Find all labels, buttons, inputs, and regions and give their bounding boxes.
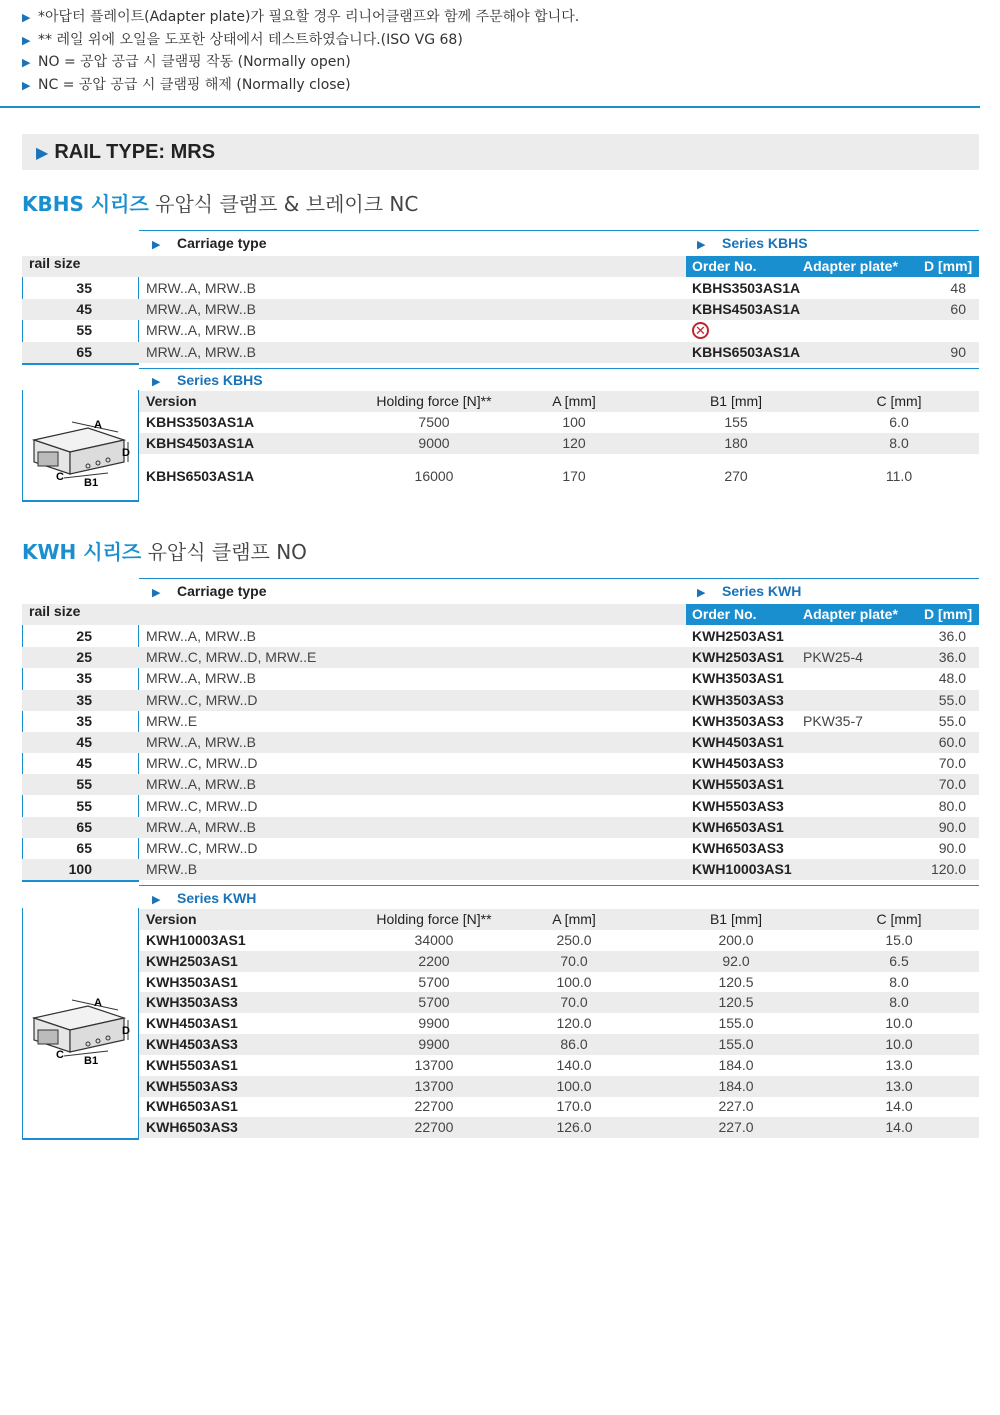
c-mm-cell: 14.0	[885, 1098, 913, 1115]
d-mm-cell: 36.0	[938, 628, 966, 644]
version-cell: KWH4503AS1	[146, 1015, 238, 1032]
rail-size-cell: 55	[76, 776, 92, 793]
table-row	[22, 690, 979, 711]
b1-mm-cell: 120.5	[718, 994, 754, 1011]
order-number-cell: KBHS4503AS1A	[692, 301, 801, 318]
spec-row	[139, 1076, 979, 1097]
table-row	[22, 668, 979, 689]
d-mm-cell: 36.0	[938, 649, 966, 666]
order-number-cell: KWH6503AS1	[692, 818, 784, 835]
rail-size-cell: 35	[76, 280, 92, 296]
version-cell: KWH6503AS3	[146, 1119, 238, 1136]
order-number-cell: KWH10003AS1	[692, 861, 792, 878]
rail-size-cell: 45	[76, 734, 92, 750]
dimension-a-label: A	[94, 419, 102, 431]
dimension-d-label: D	[122, 1025, 130, 1037]
rail-size-cell: 35	[76, 691, 92, 708]
holding-force-cell: 16000	[414, 468, 454, 484]
order-number-cell: KWH3503AS3	[692, 712, 784, 729]
order-number-cell: KWH2503AS1	[692, 649, 784, 666]
carriage-type-cell: MRW..A, MRW..B	[146, 343, 256, 360]
divider	[22, 500, 139, 502]
rail-size-cell: 35	[76, 712, 92, 729]
spec-row	[139, 1055, 979, 1076]
holding-force-cell: 5700	[418, 973, 450, 990]
c-mm-cell: 10.0	[885, 1015, 913, 1032]
version-cell: KWH3503AS3	[146, 994, 238, 1011]
note-item: ▶ NO = 공압 공급 시 클램핑 작동 (Normally open)	[22, 51, 579, 74]
clamp-dimension-diagram-icon	[28, 418, 136, 488]
c-mm-cell: 6.0	[889, 414, 909, 430]
table-row	[22, 711, 979, 732]
table-row	[22, 299, 979, 320]
table-header-row	[22, 581, 979, 602]
d-mm-cell: 70.0	[938, 755, 966, 772]
c-mm-cell: 8.0	[889, 435, 909, 451]
order-number-cell: KWH3503AS3	[692, 691, 784, 708]
a-mm-cell: 70.0	[560, 952, 588, 969]
carriage-type-cell: MRW..A, MRW..B	[146, 628, 256, 644]
carriage-type-cell: MRW..E	[146, 712, 198, 729]
d-mm-cell: 55.0	[938, 691, 966, 708]
carriage-type-cell: MRW..A, MRW..B	[146, 818, 256, 835]
spec-row	[139, 1096, 979, 1117]
triangle-bullet-icon: ▶	[22, 56, 31, 69]
c-mm-cell: 14.0	[885, 1119, 913, 1136]
spec-row	[139, 930, 979, 951]
a-mm-cell: 100	[562, 414, 586, 430]
rail-size-cell: 45	[76, 301, 92, 318]
a-mm-cell: 250.0	[556, 932, 592, 948]
spec-header-row: Version Holding force [N]** A [mm] B1 [mm] C [mm]	[139, 909, 979, 930]
rail-size-cell: 45	[76, 755, 92, 772]
table-row	[22, 753, 979, 774]
order-header-bar: Order No. Adapter plate* D [mm]	[686, 604, 979, 625]
spec-row	[139, 951, 979, 972]
dimension-d-label: D	[122, 447, 130, 459]
rail-size-cell: 55	[76, 322, 92, 339]
carriage-type-cell: MRW..C, MRW..D	[146, 840, 258, 856]
b1-mm-cell: 227.0	[718, 1098, 754, 1115]
carriage-type-header: Carriage type	[177, 235, 267, 251]
series-header: Series KWH	[722, 583, 802, 599]
a-mm-cell: 126.0	[556, 1119, 592, 1136]
version-cell: KBHS3503AS1A	[146, 414, 255, 430]
spec-series-row: ▶ Series KWH	[22, 888, 979, 909]
divider	[139, 230, 979, 231]
triangle-bullet-icon: ▶	[22, 78, 31, 92]
triangle-icon: ▶	[152, 587, 161, 599]
divider	[139, 578, 979, 579]
version-cell: KBHS6503AS1A	[146, 468, 255, 484]
table-row	[22, 732, 979, 753]
divider	[22, 1138, 139, 1140]
spec-row	[139, 433, 979, 454]
spec-row	[139, 1013, 979, 1034]
c-mm-cell: 8.0	[889, 994, 909, 1011]
d-mm-cell: 55.0	[938, 712, 966, 729]
table-row	[22, 796, 979, 817]
b1-mm-cell: 120.5	[718, 973, 754, 990]
table-header-row	[22, 604, 979, 625]
carriage-type-cell: MRW..A, MRW..B	[146, 670, 256, 687]
table-row	[22, 278, 979, 299]
version-cell: KWH5503AS1	[146, 1056, 238, 1073]
d-mm-cell: 60	[950, 301, 966, 318]
divider	[139, 368, 979, 369]
rail-size-cell: 25	[76, 628, 92, 644]
order-number-cell: KWH5503AS3	[692, 797, 784, 814]
a-mm-cell: 170	[562, 468, 586, 484]
b1-mm-cell: 270	[724, 468, 748, 484]
note-item: ▶ *아답터 플레이트(Adapter plate)가 필요할 경우 리니어클램프와 함께 주문해야 합니다.	[22, 6, 579, 29]
order-number-cell: KWH5503AS1	[692, 776, 784, 793]
divider	[22, 363, 139, 365]
holding-force-cell: 2200	[418, 952, 450, 969]
order-number-cell: KBHS3503AS1A	[692, 280, 801, 296]
dimension-c-label: C	[56, 471, 64, 483]
order-number-cell: KWH4503AS3	[692, 755, 784, 772]
spec-series-row: ▶ Series KBHS	[22, 370, 979, 391]
spec-row	[139, 466, 979, 487]
divider	[139, 885, 979, 886]
table-row	[22, 647, 979, 668]
a-mm-cell: 100.0	[556, 1077, 592, 1094]
c-mm-cell: 6.5	[889, 952, 909, 969]
carriage-type-cell: MRW..C, MRW..D	[146, 797, 258, 814]
spec-row	[139, 972, 979, 993]
b1-mm-cell: 227.0	[718, 1119, 754, 1136]
carriage-type-header: Carriage type	[177, 583, 267, 599]
kwh-order-table	[22, 578, 979, 1143]
spec-row	[139, 1117, 979, 1138]
version-cell: KBHS4503AS1A	[146, 435, 255, 451]
table-row	[22, 626, 979, 647]
a-mm-cell: 170.0	[556, 1098, 592, 1115]
order-number-cell: KWH4503AS1	[692, 734, 784, 750]
version-cell: KWH10003AS1	[146, 932, 246, 948]
kwh-section-title: KWH 시리즈 유압식 클램프 NO	[22, 540, 307, 564]
carriage-type-cell: MRW..C, MRW..D, MRW..E	[146, 649, 317, 666]
holding-force-cell: 9000	[418, 435, 450, 451]
carriage-type-cell: MRW..A, MRW..B	[146, 322, 256, 339]
unavailable-icon: ✕	[692, 322, 709, 339]
table-row	[22, 859, 979, 880]
rail-size-cell: 65	[76, 818, 92, 835]
a-mm-cell: 120	[562, 435, 586, 451]
spec-row	[139, 412, 979, 433]
dimension-c-label: C	[56, 1049, 64, 1061]
triangle-icon: ▶	[152, 894, 161, 906]
version-cell: KWH6503AS1	[146, 1098, 238, 1115]
holding-force-cell: 9900	[418, 1036, 450, 1052]
carriage-type-cell: MRW..C, MRW..D	[146, 691, 258, 708]
rail-size-header: rail size	[29, 255, 81, 271]
order-number-cell: KWH6503AS3	[692, 840, 784, 856]
d-mm-cell: 90.0	[938, 818, 966, 835]
b1-mm-cell: 200.0	[718, 932, 754, 948]
d-mm-cell: 90.0	[938, 840, 966, 856]
carriage-type-cell: MRW..C, MRW..D	[146, 755, 258, 772]
version-cell: KWH2503AS1	[146, 952, 238, 969]
rail-size-cell: 55	[76, 797, 92, 814]
rail-type-title: RAIL TYPE: MRS	[54, 141, 216, 163]
triangle-bullet-icon: ▶	[22, 33, 31, 47]
d-mm-cell: 80.0	[938, 797, 966, 814]
version-cell: KWH5503AS3	[146, 1077, 238, 1094]
order-number-cell: KWH3503AS1	[692, 670, 784, 687]
version-cell: KWH3503AS1	[146, 973, 238, 990]
holding-force-cell: 22700	[414, 1119, 454, 1136]
table-row	[22, 774, 979, 795]
dimension-b1-label: B1	[84, 1055, 99, 1066]
spec-header-row: Version Holding force [N]** A [mm] B1 [mm] C [mm]	[139, 391, 979, 412]
adapter-plate-cell: PKW35-7	[803, 712, 863, 729]
holding-force-cell: 5700	[418, 994, 450, 1011]
c-mm-cell: 13.0	[885, 1056, 913, 1073]
carriage-type-cell: MRW..A, MRW..B	[146, 776, 256, 793]
rail-size-header: rail size	[29, 603, 81, 619]
triangle-bullet-icon: ▶	[22, 11, 31, 24]
rail-size-cell: 65	[76, 343, 92, 360]
b1-mm-cell: 92.0	[722, 952, 750, 969]
version-cell: KWH4503AS3	[146, 1036, 238, 1052]
holding-force-cell: 7500	[418, 414, 450, 430]
table-row	[22, 817, 979, 838]
note-item: ▶ ** 레일 위에 오일을 도포한 상태에서 테스트하였습니다.(ISO VG 68)	[22, 29, 579, 52]
c-mm-cell: 13.0	[885, 1077, 913, 1094]
b1-mm-cell: 155.0	[718, 1036, 754, 1052]
table-row	[22, 342, 979, 363]
a-mm-cell: 100.0	[556, 973, 592, 990]
rail-size-cell: 65	[76, 840, 92, 856]
spec-row	[139, 992, 979, 1013]
clamp-dimension-diagram-icon	[28, 996, 136, 1066]
a-mm-cell: 140.0	[556, 1056, 592, 1073]
rail-type-banner	[22, 134, 979, 170]
c-mm-cell: 10.0	[885, 1036, 913, 1052]
triangle-icon: ▶	[152, 239, 161, 251]
triangle-icon: ▶	[697, 239, 706, 251]
d-mm-cell: 90	[950, 343, 966, 360]
table-row	[22, 320, 979, 341]
note-item: ▶ NC = 공압 공급 시 클램핑 해제 (Normally close)	[22, 74, 579, 97]
triangle-icon: ▶	[697, 587, 706, 599]
b1-mm-cell: 180	[724, 435, 748, 451]
order-number-cell: KBHS6503AS1A	[692, 343, 801, 360]
c-mm-cell: 8.0	[889, 973, 909, 990]
holding-force-cell: 22700	[414, 1098, 454, 1115]
b1-mm-cell: 184.0	[718, 1056, 754, 1073]
carriage-type-cell: MRW..A, MRW..B	[146, 280, 256, 296]
series-header: Series KBHS	[722, 235, 808, 251]
spec-row	[139, 1034, 979, 1055]
c-mm-cell: 15.0	[885, 932, 913, 948]
holding-force-cell: 13700	[414, 1056, 454, 1073]
table-header-row	[22, 233, 979, 254]
holding-force-cell: 34000	[414, 932, 454, 948]
d-mm-cell: 70.0	[938, 776, 966, 793]
divider	[22, 880, 139, 882]
b1-mm-cell: 155.0	[718, 1015, 754, 1032]
d-mm-cell: 60.0	[938, 734, 966, 750]
d-mm-cell: 120.0	[930, 861, 966, 878]
carriage-type-cell: MRW..A, MRW..B	[146, 301, 256, 318]
triangle-icon: ▶	[152, 376, 161, 388]
a-mm-cell: 86.0	[560, 1036, 588, 1052]
carriage-type-cell: MRW..B	[146, 861, 198, 878]
c-mm-cell: 11.0	[885, 468, 913, 484]
holding-force-cell: 13700	[414, 1077, 454, 1094]
order-header-bar: Order No. Adapter plate* D [mm]	[686, 256, 979, 277]
a-mm-cell: 120.0	[556, 1015, 592, 1032]
notes-list	[22, 6, 579, 96]
holding-force-cell: 9900	[418, 1015, 450, 1032]
b1-mm-cell: 155	[724, 414, 748, 430]
table-row	[22, 838, 979, 859]
rail-size-cell: 100	[68, 861, 92, 878]
table-header-row	[22, 256, 979, 277]
adapter-plate-cell: PKW25-4	[803, 649, 863, 666]
carriage-type-cell: MRW..A, MRW..B	[146, 734, 256, 750]
order-number-cell: KWH2503AS1	[692, 628, 784, 644]
b1-mm-cell: 184.0	[718, 1077, 754, 1094]
rail-size-cell: 25	[76, 649, 92, 666]
dimension-b1-label: B1	[84, 477, 99, 488]
d-mm-cell: 48.0	[938, 670, 966, 687]
kbhs-order-table	[22, 230, 979, 505]
rail-size-cell: 35	[76, 670, 92, 687]
a-mm-cell: 70.0	[560, 994, 588, 1011]
divider	[0, 106, 980, 108]
d-mm-cell: 48	[950, 280, 966, 296]
dimension-a-label: A	[94, 997, 102, 1009]
triangle-icon: ▶	[36, 145, 49, 162]
kbhs-section-title: KBHS 시리즈 유압식 클램프 & 브레이크 NC	[22, 192, 419, 216]
